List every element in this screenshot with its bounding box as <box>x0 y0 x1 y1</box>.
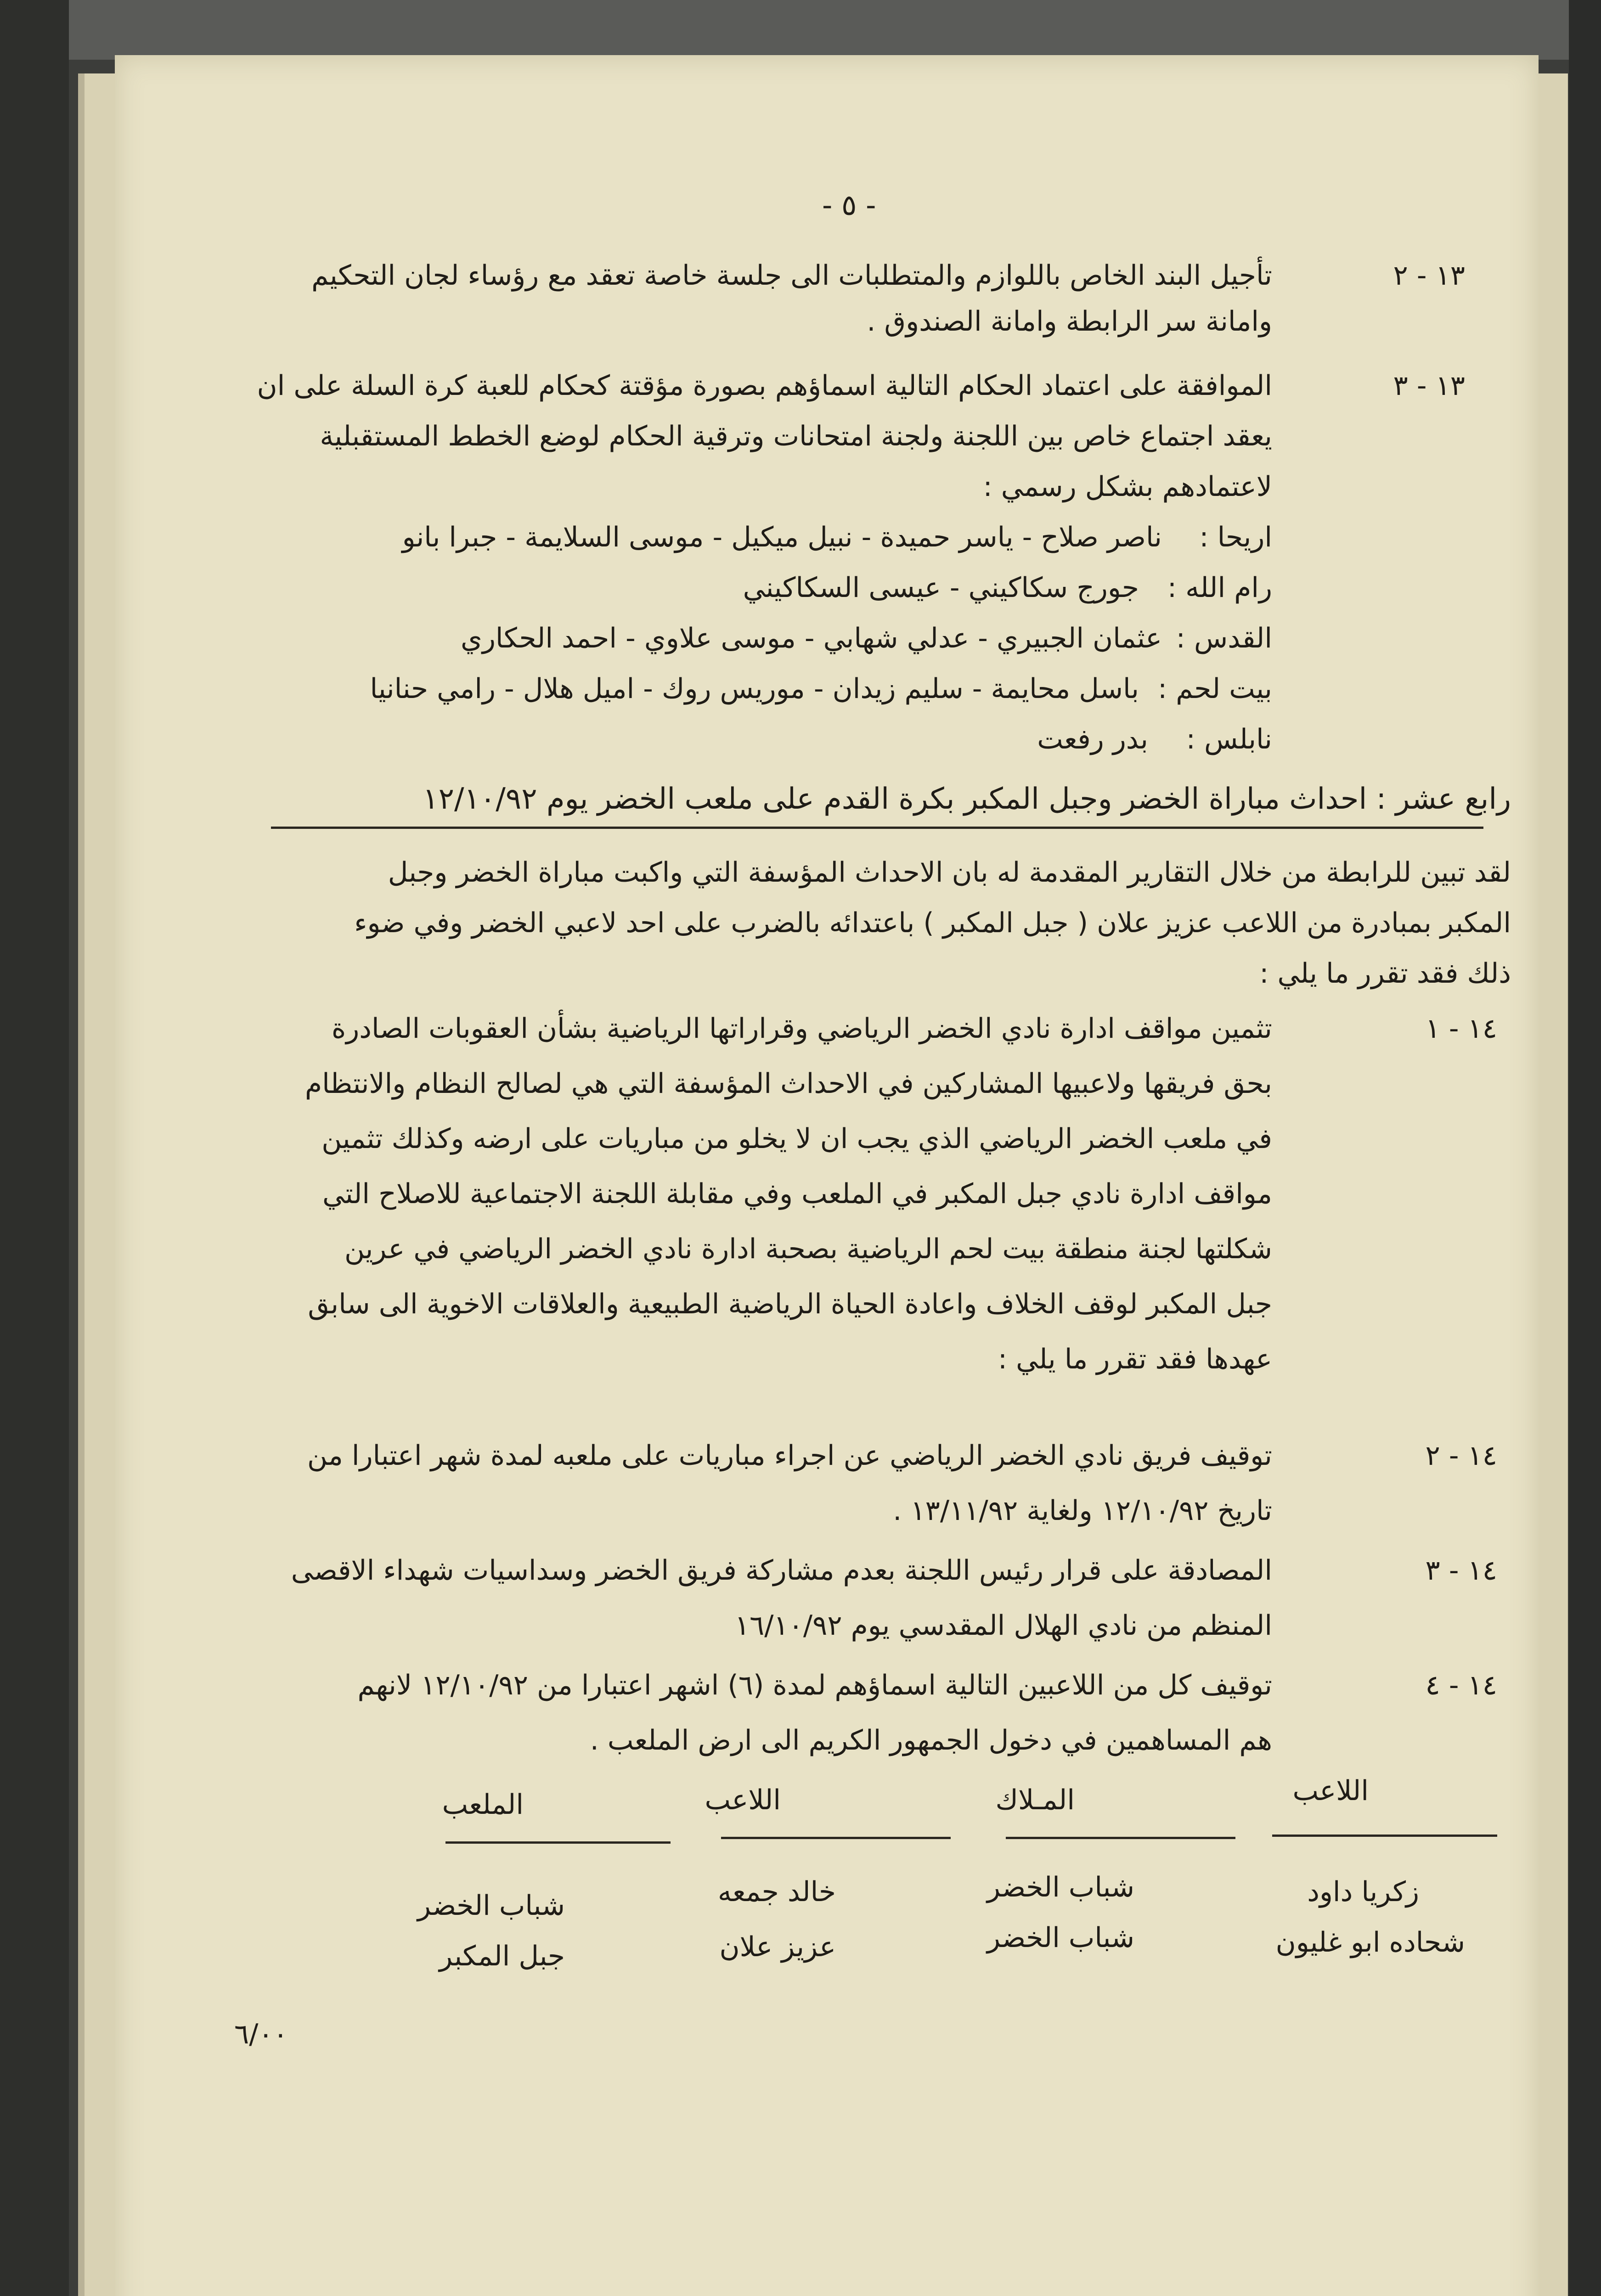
table-header: اللاعب <box>1292 1775 1369 1807</box>
referee-names: باسل محايمة - سليم زيدان - موريس روك - اميل هلال - رامي حنانيا <box>370 673 1139 705</box>
paragraph-line: توقيف كل من اللاعبين التالية اسماؤهم لمدة (٦) اشهر اعتبارا من ١٢/١٠/٩٢ لانهم <box>357 1669 1272 1701</box>
paragraph-line: المكبر بمبادرة من اللاعب عزيز علان ( جبل المكبر ) باعتدائه بالضرب على احد لاعبي الخضر وفي ضوء <box>354 907 1511 939</box>
item-number: ١٤ - ٤ <box>1425 1669 1497 1701</box>
page-number: - ٥ - <box>822 188 876 222</box>
table-header: اللاعب <box>705 1784 781 1816</box>
table-header: الملعب <box>442 1789 524 1821</box>
paragraph-line: الموافقة على اعتماد الحكام التالية اسماؤهم بصورة مؤقتة كحكام للعبة كرة السلة على ان <box>257 370 1272 402</box>
table-cell: عزيز علان <box>719 1931 836 1963</box>
table-header-underline <box>1006 1837 1235 1839</box>
paragraph-line: وامانة سر الرابطة وامانة الصندوق . <box>867 305 1272 338</box>
table-header-underline <box>1272 1835 1497 1837</box>
table-header-underline <box>445 1841 671 1844</box>
table-cell: شباب الخضر <box>417 1890 565 1922</box>
table-cell: زكريا داود <box>1307 1876 1419 1908</box>
section-title-underline <box>271 827 1483 829</box>
footer-page-note: ٦/٠٠ <box>234 2018 288 2050</box>
referee-names: عثمان الجبيري - عدلي شهابي - موسى علاوي - احمد الحكاري <box>460 622 1162 654</box>
paragraph-line: توقيف فريق نادي الخضر الرياضي عن اجراء مباريات على ملعبه لمدة شهر اعتبارا من <box>307 1440 1272 1472</box>
table-cell: شباب الخضر <box>987 1922 1134 1954</box>
paragraph-line: المصادقة على قرار رئيس اللجنة بعدم مشاركة فريق الخضر وسداسيات شهداء الاقصى <box>291 1554 1272 1587</box>
referee-city: نابلس : <box>1186 723 1272 755</box>
scan-background-left <box>0 0 69 2296</box>
referee-names: بدر رفعت <box>1037 723 1148 755</box>
paragraph-line: تاريخ ١٢/١٠/٩٢ ولغاية ١٣/١١/٩٢ . <box>893 1495 1272 1527</box>
referee-names: جورج سكاكيني - عيسى السكاكيني <box>743 572 1139 604</box>
paragraph-line: مواقف ادارة نادي جبل المكبر في الملعب وفي مقابلة اللجنة الاجتماعية للاصلاح التي <box>322 1178 1272 1210</box>
item-number: ١٤ - ١ <box>1425 1013 1497 1045</box>
table-cell: شحاده ابو غليون <box>1275 1926 1465 1958</box>
item-number: ١٣ - ٣ <box>1393 370 1465 402</box>
paragraph-line: ذلك فقد تقرر ما يلي : <box>1259 957 1511 990</box>
page-content <box>115 55 1539 2296</box>
item-number: ١٤ - ٣ <box>1425 1554 1497 1587</box>
scan-background-right <box>1569 0 1601 2296</box>
paragraph-line: بحق فريقها ولاعبيها المشاركين في الاحداث المؤسفة التي هي لصالح النظام والانتظام <box>304 1068 1272 1100</box>
paragraph-line: تثمين مواقف ادارة نادي الخضر الرياضي وقراراتها الرياضية بشأن العقوبات الصادرة <box>331 1013 1272 1045</box>
paragraph-line: عهدها فقد تقرر ما يلي : <box>998 1343 1272 1375</box>
item-number: ١٤ - ٢ <box>1425 1440 1497 1472</box>
table-header-underline <box>721 1837 951 1839</box>
referee-city: رام الله : <box>1167 572 1272 604</box>
referee-city: بيت لحم : <box>1157 673 1272 705</box>
referee-names: ناصر صلاح - ياسر حميدة - نبيل ميكيل - موسى السلايمة - جبرا بانو <box>402 521 1162 553</box>
paragraph-line: في ملعب الخضر الرياضي الذي يجب ان لا يخلو من مباريات على ارضه وكذلك تثمين <box>321 1123 1272 1155</box>
paragraph-line: المنظم من نادي الهلال المقدسي يوم ١٦/١٠/٩٢ <box>734 1609 1272 1642</box>
table-header: المـلاك <box>995 1784 1075 1816</box>
section-title: رابع عشر : احداث مباراة الخضر وجبل المكبر بكرة القدم على ملعب الخضر يوم ١٢/١٠/٩٢ <box>423 782 1511 816</box>
paragraph-line: شكلتها لجنة منطقة بيت لحم الرياضية بصحبة ادارة نادي الخضر الرياضي في عرين <box>344 1233 1272 1265</box>
table-cell: خالد جمعه <box>717 1876 836 1908</box>
paragraph-line: تأجيل البند الخاص باللوازم والمتطلبات الى جلسة خاصة تعقد مع رؤساء لجان التحكيم <box>311 259 1272 292</box>
paragraph-line: لقد تبين للرابطة من خلال التقارير المقدمة له بان الاحداث المؤسفة التي واكبت مباراة الخضر وجبل <box>388 856 1511 889</box>
item-number: ١٣ - ٢ <box>1393 259 1465 292</box>
paragraph-line: يعقد اجتماع خاص بين اللجنة ولجنة امتحانات وترقية الحكام لوضع الخطط المستقبلية <box>320 420 1272 452</box>
table-cell: شباب الخضر <box>987 1871 1134 1903</box>
referee-city: القدس : <box>1176 622 1272 654</box>
referee-city: اريحا : <box>1199 521 1272 553</box>
scan-background-top <box>0 0 1601 60</box>
table-cell: جبل المكبر <box>439 1940 565 1972</box>
paragraph-line: هم المساهمين في دخول الجمهور الكريم الى ارض الملعب . <box>590 1724 1272 1756</box>
paragraph-line: لاعتمادهم بشكل رسمي : <box>983 471 1272 503</box>
paragraph-line: جبل المكبر لوقف الخلاف واعادة الحياة الرياضية الطبيعية والعلاقات الاخوية الى سابق <box>308 1288 1272 1320</box>
document-page <box>115 55 1539 2296</box>
